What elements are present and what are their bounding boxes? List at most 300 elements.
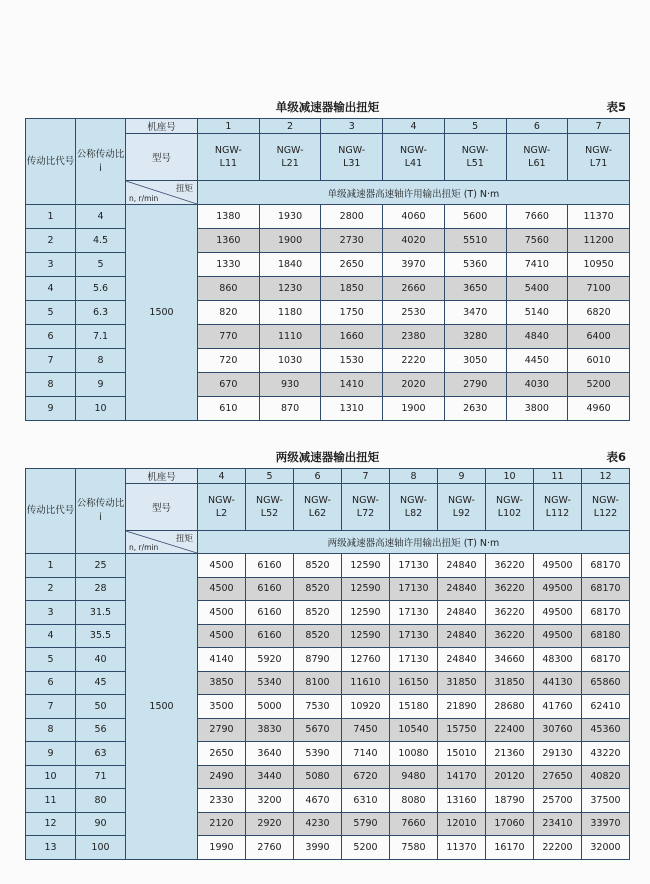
table5-frame-row: [26, 119, 630, 134]
torque-value-cell: 68180: [582, 624, 630, 648]
torque-value-cell: 16170: [486, 836, 534, 860]
table5-frame: 3: [321, 119, 383, 134]
torque-value-cell: 7100: [568, 277, 630, 301]
torque-value-cell: 5920: [246, 648, 294, 672]
torque-value-cell: 2330: [198, 789, 246, 813]
table5-number: 表5: [606, 100, 626, 114]
torque-value-cell: 5200: [568, 373, 630, 397]
torque-value-cell: 1750: [321, 301, 383, 325]
torque-value-cell: 49500: [534, 624, 582, 648]
torque-value-cell: 3800: [506, 397, 568, 421]
table-row: [26, 718, 630, 742]
torque-value-cell: 12590: [342, 554, 390, 578]
torque-value-cell: 2630: [444, 397, 506, 421]
table5-header-ratio-code: 传动比代号: [26, 119, 76, 205]
torque-value-cell: 6820: [568, 301, 630, 325]
table-row: [26, 577, 630, 601]
torque-value-cell: 5340: [246, 671, 294, 695]
table6-header-torque: 扭矩: [175, 534, 193, 544]
table5-header-nominal-ratio: 公称传动比i: [76, 119, 126, 205]
torque-value-cell: 24840: [438, 577, 486, 601]
table6-model: NGW- L82: [390, 484, 438, 531]
torque-value-cell: 8520: [294, 577, 342, 601]
torque-value-cell: 1990: [198, 836, 246, 860]
torque-value-cell: 3500: [198, 695, 246, 719]
torque-value-cell: 6160: [246, 601, 294, 625]
torque-value-cell: 36220: [486, 601, 534, 625]
torque-value-cell: 3990: [294, 836, 342, 860]
torque-value-cell: 23410: [534, 812, 582, 836]
ratio-code-cell: 12: [26, 812, 76, 836]
table-row: [26, 229, 630, 253]
torque-value-cell: 8790: [294, 648, 342, 672]
table6-header-ratio-code: 传动比代号: [26, 469, 76, 554]
torque-value-cell: 1230: [259, 277, 321, 301]
torque-value-cell: 3650: [444, 277, 506, 301]
ratio-code-cell: 10: [26, 765, 76, 789]
ratio-code-cell: 8: [26, 718, 76, 742]
torque-value-cell: 36220: [486, 624, 534, 648]
torque-value-cell: 670: [198, 373, 260, 397]
table6-model: NGW- L2: [198, 484, 246, 531]
torque-value-cell: 3970: [383, 253, 445, 277]
torque-value-cell: 1110: [259, 325, 321, 349]
nominal-ratio-cell: 80: [76, 789, 126, 813]
torque-value-cell: 2760: [246, 836, 294, 860]
torque-value-cell: 11610: [342, 671, 390, 695]
torque-value-cell: 7660: [390, 812, 438, 836]
table-row: [26, 695, 630, 719]
ratio-code-cell: 11: [26, 789, 76, 813]
torque-value-cell: 9480: [390, 765, 438, 789]
ratio-code-cell: 3: [26, 253, 76, 277]
torque-value-cell: 12010: [438, 812, 486, 836]
torque-value-cell: 1180: [259, 301, 321, 325]
torque-value-cell: 5360: [444, 253, 506, 277]
section-table6: [25, 446, 630, 860]
nominal-ratio-cell: 40: [76, 648, 126, 672]
torque-value-cell: 68170: [582, 601, 630, 625]
torque-value-cell: 16150: [390, 671, 438, 695]
nominal-ratio-cell: 8: [76, 349, 126, 373]
torque-value-cell: 1310: [321, 397, 383, 421]
torque-value-cell: 3280: [444, 325, 506, 349]
table-row: [26, 349, 630, 373]
ratio-code-cell: 2: [26, 229, 76, 253]
ratio-code-cell: 6: [26, 671, 76, 695]
torque-value-cell: 3050: [444, 349, 506, 373]
table6-model: NGW- L112: [534, 484, 582, 531]
table5-model: NGW- L71: [568, 134, 630, 181]
torque-value-cell: 1360: [198, 229, 260, 253]
torque-value-cell: 49500: [534, 554, 582, 578]
torque-value-cell: 8520: [294, 554, 342, 578]
torque-value-cell: 17130: [390, 554, 438, 578]
torque-value-cell: 4670: [294, 789, 342, 813]
torque-value-cell: 4060: [383, 205, 445, 229]
table5-torque-speed-cell: [126, 181, 198, 205]
torque-value-cell: 2790: [444, 373, 506, 397]
torque-value-cell: 21890: [438, 695, 486, 719]
torque-value-cell: 4230: [294, 812, 342, 836]
table6-torque-speed-cell: [126, 531, 198, 554]
torque-value-cell: 610: [198, 397, 260, 421]
torque-value-cell: 24840: [438, 554, 486, 578]
torque-value-cell: 41760: [534, 695, 582, 719]
table6-title: 两级减速器输出扭矩: [275, 450, 380, 464]
torque-value-cell: 3850: [198, 671, 246, 695]
table6-number: 表6: [606, 450, 626, 464]
nominal-ratio-cell: 71: [76, 765, 126, 789]
table6-frame: 5: [246, 469, 294, 484]
torque-value-cell: 1410: [321, 373, 383, 397]
nominal-ratio-cell: 4: [76, 205, 126, 229]
torque-value-cell: 860: [198, 277, 260, 301]
nominal-ratio-cell: 100: [76, 836, 126, 860]
table5-header-speed: n, r/min: [129, 194, 159, 203]
torque-value-cell: 820: [198, 301, 260, 325]
table6-header-model: 型号: [126, 484, 198, 531]
torque-value-cell: 1900: [383, 397, 445, 421]
torque-value-cell: 1030: [259, 349, 321, 373]
table5-frame: 1: [198, 119, 260, 134]
torque-value-cell: 44130: [534, 671, 582, 695]
torque-value-cell: 1850: [321, 277, 383, 301]
table5-header-frame: 机座号: [126, 119, 198, 134]
torque-value-cell: 2730: [321, 229, 383, 253]
table-row: [26, 301, 630, 325]
torque-value-cell: 17060: [486, 812, 534, 836]
table6-frame: 11: [534, 469, 582, 484]
torque-value-cell: 3830: [246, 718, 294, 742]
torque-value-cell: 6010: [568, 349, 630, 373]
torque-value-cell: 12760: [342, 648, 390, 672]
torque-value-cell: 62410: [582, 695, 630, 719]
torque-value-cell: 68170: [582, 577, 630, 601]
ratio-code-cell: 1: [26, 554, 76, 578]
torque-value-cell: 8080: [390, 789, 438, 813]
nominal-ratio-cell: 45: [76, 671, 126, 695]
torque-value-cell: 3440: [246, 765, 294, 789]
torque-value-cell: 6720: [342, 765, 390, 789]
table-row: [26, 742, 630, 766]
torque-value-cell: 11370: [568, 205, 630, 229]
torque-value-cell: 36220: [486, 554, 534, 578]
torque-value-cell: 4500: [198, 624, 246, 648]
torque-value-cell: 28680: [486, 695, 534, 719]
torque-value-cell: 14170: [438, 765, 486, 789]
nominal-ratio-cell: 7.1: [76, 325, 126, 349]
torque-value-cell: 4500: [198, 577, 246, 601]
torque-value-cell: 1380: [198, 205, 260, 229]
torque-value-cell: 1660: [321, 325, 383, 349]
table6-frame: 12: [582, 469, 630, 484]
torque-value-cell: 10950: [568, 253, 630, 277]
torque-value-cell: 2120: [198, 812, 246, 836]
torque-value-cell: 6310: [342, 789, 390, 813]
nominal-ratio-cell: 90: [76, 812, 126, 836]
torque-value-cell: 6160: [246, 624, 294, 648]
table-row: [26, 554, 630, 578]
torque-value-cell: 11370: [438, 836, 486, 860]
table6-frame: 10: [486, 469, 534, 484]
torque-value-cell: 40820: [582, 765, 630, 789]
torque-value-cell: 5670: [294, 718, 342, 742]
torque-value-cell: 6160: [246, 577, 294, 601]
table5-model: NGW- L21: [259, 134, 321, 181]
table-row: [26, 325, 630, 349]
torque-value-cell: 4840: [506, 325, 568, 349]
table5-header-torque: 扭矩: [175, 184, 193, 194]
ratio-code-cell: 2: [26, 577, 76, 601]
torque-value-cell: 32000: [582, 836, 630, 860]
torque-value-cell: 43220: [582, 742, 630, 766]
torque-value-cell: 5790: [342, 812, 390, 836]
table5-body: [26, 205, 630, 421]
torque-value-cell: 36220: [486, 577, 534, 601]
nominal-ratio-cell: 5.6: [76, 277, 126, 301]
table-row: [26, 836, 630, 860]
table-row: [26, 789, 630, 813]
torque-value-cell: 3470: [444, 301, 506, 325]
table6-model: NGW- L62: [294, 484, 342, 531]
torque-value-cell: 37500: [582, 789, 630, 813]
nominal-ratio-cell: 4.5: [76, 229, 126, 253]
torque-value-cell: 49500: [534, 601, 582, 625]
ratio-code-cell: 9: [26, 742, 76, 766]
table6-frame: 4: [198, 469, 246, 484]
torque-value-cell: 45360: [582, 718, 630, 742]
nominal-ratio-cell: 50: [76, 695, 126, 719]
torque-value-cell: 5140: [506, 301, 568, 325]
torque-value-cell: 2380: [383, 325, 445, 349]
torque-value-cell: 5080: [294, 765, 342, 789]
nominal-ratio-cell: 25: [76, 554, 126, 578]
torque-value-cell: 20120: [486, 765, 534, 789]
torque-value-cell: 7410: [506, 253, 568, 277]
ratio-code-cell: 6: [26, 325, 76, 349]
torque-value-cell: 5600: [444, 205, 506, 229]
torque-value-cell: 21360: [486, 742, 534, 766]
ratio-code-cell: 4: [26, 277, 76, 301]
torque-value-cell: 5000: [246, 695, 294, 719]
speed-cell: 1500: [126, 554, 198, 860]
torque-value-cell: 8520: [294, 624, 342, 648]
torque-value-cell: 2790: [198, 718, 246, 742]
table-row: [26, 601, 630, 625]
table6-model: NGW- L92: [438, 484, 486, 531]
torque-value-cell: 1530: [321, 349, 383, 373]
torque-value-cell: 8520: [294, 601, 342, 625]
table5-model: NGW- L41: [383, 134, 445, 181]
torque-value-cell: 2490: [198, 765, 246, 789]
ratio-code-cell: 7: [26, 349, 76, 373]
nominal-ratio-cell: 28: [76, 577, 126, 601]
ratio-code-cell: 3: [26, 601, 76, 625]
torque-value-cell: 8100: [294, 671, 342, 695]
torque-value-cell: 4500: [198, 554, 246, 578]
table6-header-nominal-ratio: 公称传动比i: [76, 469, 126, 554]
table5-frame: 6: [506, 119, 568, 134]
table6-frame: 7: [342, 469, 390, 484]
table5-frame: 7: [568, 119, 630, 134]
section-table5: [25, 96, 630, 421]
torque-value-cell: 4500: [198, 601, 246, 625]
torque-value-cell: 1330: [198, 253, 260, 277]
table6-header-frame: 机座号: [126, 469, 198, 484]
nominal-ratio-cell: 5: [76, 253, 126, 277]
torque-value-cell: 4140: [198, 648, 246, 672]
torque-value-cell: 3640: [246, 742, 294, 766]
torque-value-cell: 870: [259, 397, 321, 421]
torque-value-cell: 17130: [390, 577, 438, 601]
table5-frame: 5: [444, 119, 506, 134]
table-row: [26, 624, 630, 648]
torque-value-cell: 49500: [534, 577, 582, 601]
speed-cell: 1500: [126, 205, 198, 421]
torque-value-cell: 17130: [390, 601, 438, 625]
ratio-code-cell: 9: [26, 397, 76, 421]
table6-frame: 6: [294, 469, 342, 484]
torque-value-cell: 3200: [246, 789, 294, 813]
torque-value-cell: 1840: [259, 253, 321, 277]
table-row: [26, 277, 630, 301]
table6-model: NGW- L52: [246, 484, 294, 531]
torque-value-cell: 7140: [342, 742, 390, 766]
table6-frame-row: [26, 469, 630, 484]
torque-value-cell: 13160: [438, 789, 486, 813]
table-row: [26, 373, 630, 397]
table6-header-speed: n, r/min: [129, 543, 159, 552]
torque-value-cell: 2660: [383, 277, 445, 301]
ratio-code-cell: 5: [26, 648, 76, 672]
torque-value-cell: 33970: [582, 812, 630, 836]
table5-header-model: 型号: [126, 134, 198, 181]
torque-value-cell: 6160: [246, 554, 294, 578]
torque-value-cell: 18790: [486, 789, 534, 813]
nominal-ratio-cell: 6.3: [76, 301, 126, 325]
torque-value-cell: 12590: [342, 601, 390, 625]
nominal-ratio-cell: 31.5: [76, 601, 126, 625]
torque-value-cell: 68170: [582, 554, 630, 578]
ratio-code-cell: 7: [26, 695, 76, 719]
table-row: [26, 648, 630, 672]
table5-frame: 4: [383, 119, 445, 134]
table6-frame: 9: [438, 469, 486, 484]
torque-value-cell: 5390: [294, 742, 342, 766]
torque-value-cell: 65860: [582, 671, 630, 695]
table6-frame: 8: [390, 469, 438, 484]
table6-header: [25, 446, 630, 468]
torque-value-cell: 15750: [438, 718, 486, 742]
table5-header: [25, 96, 630, 118]
table5-grid: [25, 118, 630, 421]
table-row: [26, 765, 630, 789]
torque-value-cell: 29130: [534, 742, 582, 766]
torque-value-cell: 1930: [259, 205, 321, 229]
torque-value-cell: 5200: [342, 836, 390, 860]
table5-model: NGW- L61: [506, 134, 568, 181]
table5-frame: 2: [259, 119, 321, 134]
torque-value-cell: 2020: [383, 373, 445, 397]
table-row: [26, 671, 630, 695]
torque-value-cell: 48300: [534, 648, 582, 672]
torque-value-cell: 930: [259, 373, 321, 397]
torque-value-cell: 15180: [390, 695, 438, 719]
torque-value-cell: 720: [198, 349, 260, 373]
torque-value-cell: 24840: [438, 648, 486, 672]
torque-value-cell: 11200: [568, 229, 630, 253]
table5-title: 单级减速器输出扭矩: [275, 100, 380, 114]
nominal-ratio-cell: 56: [76, 718, 126, 742]
torque-value-cell: 2650: [321, 253, 383, 277]
torque-value-cell: 5400: [506, 277, 568, 301]
table-row: [26, 205, 630, 229]
torque-value-cell: 7660: [506, 205, 568, 229]
torque-value-cell: 4030: [506, 373, 568, 397]
ratio-code-cell: 5: [26, 301, 76, 325]
nominal-ratio-cell: 63: [76, 742, 126, 766]
ratio-code-cell: 13: [26, 836, 76, 860]
torque-value-cell: 24840: [438, 601, 486, 625]
torque-value-cell: 7530: [294, 695, 342, 719]
torque-value-cell: 2220: [383, 349, 445, 373]
torque-value-cell: 27650: [534, 765, 582, 789]
table5-caption: 单级减速器高速轴许用输出扭矩 (T) N·m: [198, 181, 630, 205]
torque-value-cell: 10540: [390, 718, 438, 742]
ratio-code-cell: 1: [26, 205, 76, 229]
table6-model: NGW- L122: [582, 484, 630, 531]
torque-value-cell: 2800: [321, 205, 383, 229]
torque-value-cell: 7450: [342, 718, 390, 742]
table6-grid: [25, 468, 630, 860]
torque-value-cell: 5510: [444, 229, 506, 253]
table5-model: NGW- L31: [321, 134, 383, 181]
torque-value-cell: 25700: [534, 789, 582, 813]
nominal-ratio-cell: 35.5: [76, 624, 126, 648]
torque-value-cell: 12590: [342, 577, 390, 601]
torque-value-cell: 2920: [246, 812, 294, 836]
ratio-code-cell: 4: [26, 624, 76, 648]
table6-model: NGW- L72: [342, 484, 390, 531]
nominal-ratio-cell: 10: [76, 397, 126, 421]
torque-value-cell: 7560: [506, 229, 568, 253]
torque-value-cell: 10080: [390, 742, 438, 766]
torque-value-cell: 6400: [568, 325, 630, 349]
table-row: [26, 253, 630, 277]
torque-value-cell: 10920: [342, 695, 390, 719]
torque-value-cell: 17130: [390, 624, 438, 648]
table6-body: [26, 554, 630, 860]
torque-value-cell: 24840: [438, 624, 486, 648]
torque-value-cell: 31850: [486, 671, 534, 695]
table5-model: NGW- L51: [444, 134, 506, 181]
torque-value-cell: 12590: [342, 624, 390, 648]
torque-value-cell: 4450: [506, 349, 568, 373]
table6-model: NGW- L102: [486, 484, 534, 531]
torque-value-cell: 30760: [534, 718, 582, 742]
torque-value-cell: 15010: [438, 742, 486, 766]
table-row: [26, 812, 630, 836]
nominal-ratio-cell: 9: [76, 373, 126, 397]
torque-value-cell: 4960: [568, 397, 630, 421]
torque-value-cell: 68170: [582, 648, 630, 672]
table5-model: NGW- L11: [198, 134, 260, 181]
table6-caption: 两级减速器高速轴许用输出扭矩 (T) N·m: [198, 531, 630, 554]
ratio-code-cell: 8: [26, 373, 76, 397]
torque-value-cell: 22400: [486, 718, 534, 742]
torque-value-cell: 770: [198, 325, 260, 349]
